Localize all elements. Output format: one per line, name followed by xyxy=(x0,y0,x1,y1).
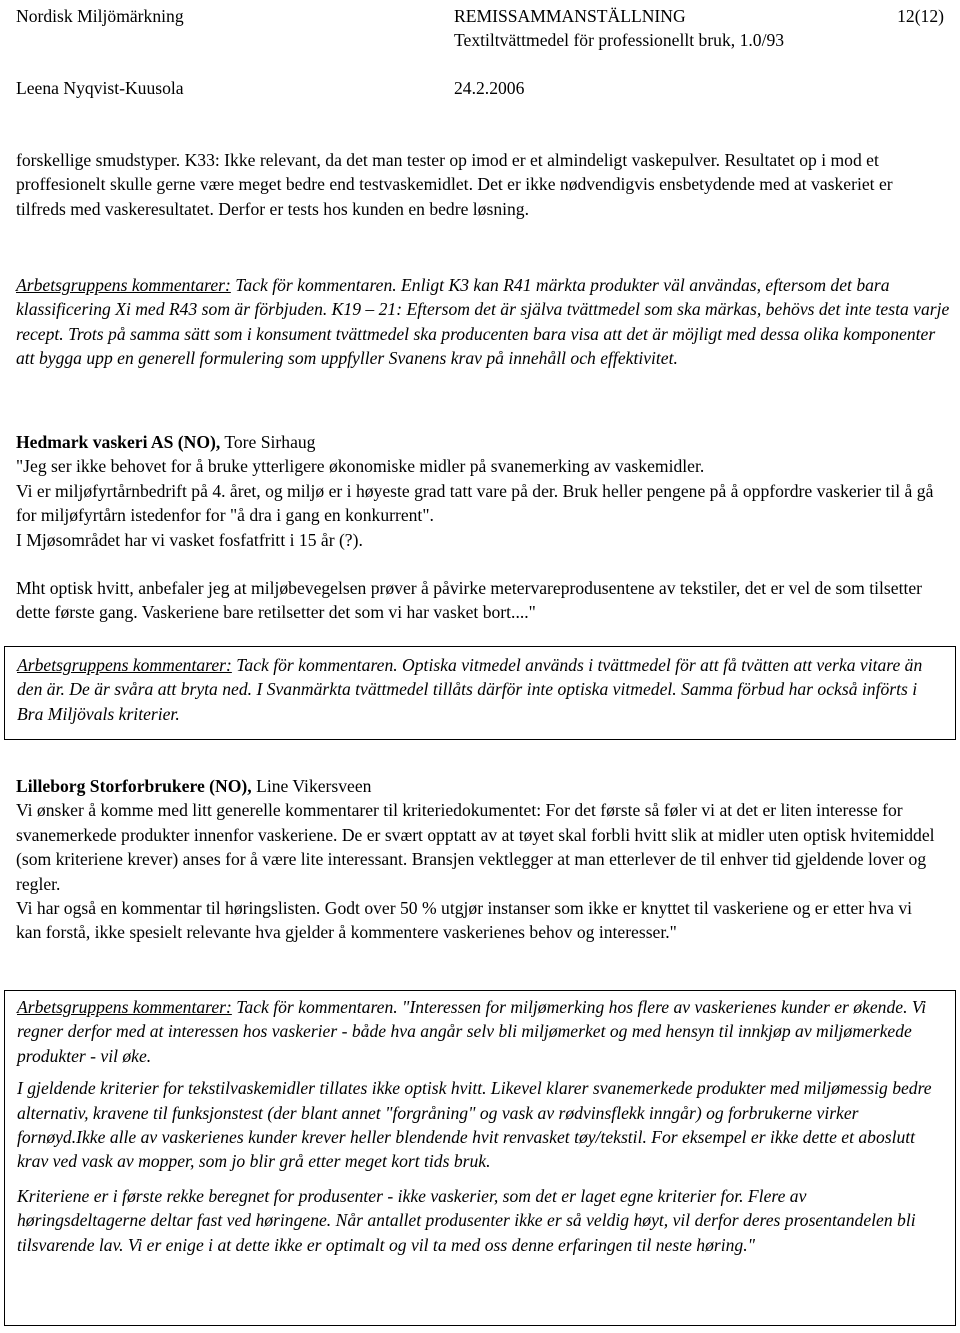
comment-3-paragraph-2: I gjeldende kriterier for tekstilvaskemidler tillates ikke optisk hvitt. Likevel klarer svanemerkede produkter med miljømessig bedre alternativ, kravene til funksjonstest (der blant annet "forgråning" og vask av rødvinsflekk inngår) og forbrukerne virker fornøyd.Ikke alle av vaskerienes kunder krever heller blendende hvit renvasket tøy/tekstil. For eksempel er ikke dette et aboslutt krav ved vask av mopper, som jo blir grå etter meget kort tids bruk. xyxy=(17,1078,932,1172)
lilleborg-section xyxy=(16,774,941,945)
respondent-org: Hedmark vaskeri AS (NO), xyxy=(16,432,221,452)
header-org: Nordisk Miljömärkning xyxy=(16,6,184,26)
working-group-comment-2 xyxy=(17,653,942,726)
comment-box-2 xyxy=(4,646,956,740)
comment-label: Arbetsgruppens kommentarer: xyxy=(17,997,232,1017)
header-author: Leena Nyqvist-Kuusola xyxy=(16,78,184,98)
hedmark-line-3: I Mjøsområdet har vi vasket fosfatfritt i 15 år (?). xyxy=(16,529,363,550)
comment-text: Tack för kommentaren. Enligt K3 kan R41 märkta produkter väl användas, eftersom det bara klassificering Xi med R43 som är förbjuden. K19 – 21: Eftersom det är själva tvättmedel som ska märkas, behövs det inte testa varje recept. Trots på samma sätt som i konsument tvättmedel ska producenten bara visa att det är möjligt med dessa olika komponenter att bygga upp en generell formulering som uppfyller Svanens krav på innehåll och effektivitet. xyxy=(16,275,950,369)
working-group-comment-3 xyxy=(17,995,937,1068)
intro-paragraph: forskellige smudstyper. K33: Ikke relevant, da det man tester op imod er et almindeligt vaskepulver. Resultatet op i mod et proffesionelt skulle gerne være meget bedre end testvaskemidlet. Det er ikke nødvendigvis ensbetydende med at vaskeriet er tilfreds med vaskeresultatet. Derfor er tests hos kunden en bedre løsning. xyxy=(16,150,893,219)
hedmark-section xyxy=(16,430,951,625)
comment-label: Arbetsgruppens kommentarer: xyxy=(17,655,232,675)
hedmark-paragraph-2: Mht optisk hvitt, anbefaler jeg at miljøbevegelsen prøver å påvirke metervareprodusentene av tekstiler, det er vel de som tilsetter dette første gang. Vaskeriene bare retilsetter det som vi har vasket bort...." xyxy=(16,578,923,623)
hedmark-line-2: Vi er miljøfyrtårnbedrift på 4. året, og miljø er i høyeste grad tatt vare på der. Bruk heller pengene på å oppfordre vaskerier til å gå for miljøfyrtårn istedenfor for "å dra i gang en konkurrent". xyxy=(16,480,934,526)
comment-text: Tack för kommentaren. "Interessen for miljømerking hos flere av vaskerienes kunder er økende. Vi regner derfor med at interessen hos vaskerier - både hva angår selv bli miljømerket og med hensyn til innkjøp av miljømerkede produkter - vil øke. xyxy=(17,997,927,1066)
lilleborg-paragraph-1: Vi ønsker å komme med litt generelle kommentarer til kriteriedokumentet: For det første så føler vi at det er liten interesse for svanemerkede produkter innenfor vaskeriene. De er svært opptatt av at tøyet skal forbli hvitt slik at midler uten optisk hvitemiddel (som kriteriene krever) anses for å være lite interessant. Bransjen vektlegger at man etterlever de til enhver tid gjeldende lover og regler. xyxy=(16,800,935,894)
header-subtitle: Textiltvättmedel för professionellt bruk, 1.0/93 xyxy=(454,30,785,50)
header-page-number: 12(12) xyxy=(897,6,944,26)
header-date: 24.2.2006 xyxy=(454,78,525,98)
respondent-person: Tore Sirhaug xyxy=(220,432,316,452)
comment-box-3 xyxy=(4,990,956,1326)
comment-3-paragraph-3: Kriteriene er i første rekke beregnet for produsenter - ikke vaskerier, som det er laget egne kriterier for. Flere av høringsdeltagerne deltar fast ved høringene. Når antallet produsenter ikke er så veldig høyt, vil derfor deres prosentandelen bli tilsvarende lav. Vi er enige i at dette ikke er optimalt og vil ta med oss denne erfaringen til neste høring." xyxy=(17,1185,916,1255)
working-group-comment-1 xyxy=(16,273,951,371)
lilleborg-paragraph-2: Vi har også en kommentar til høringslisten. Godt over 50 % utgjør instanser som ikke er knyttet til vaskeriene og er etter hva vi kan forstå, ikke spesielt relevante hva gjelder å kommentere vaskerienes behov og interesser." xyxy=(16,898,913,943)
respondent-person: Line Vikersveen xyxy=(251,776,372,796)
comment-text: Tack för kommentaren. Optiska vitmedel används i tvättmedel för att få tvätten att verka vitare än den är. De är svåra att bryta ned. I Svanmärkta tvättmedel tillåts därför inte optiska vitmedel. Samma förbud har också införts i Bra Miljövals kriterier. xyxy=(17,655,923,724)
header-doc-title: REMISSAMMANSTÄLLNING xyxy=(454,6,686,26)
respondent-org: Lilleborg Storforbrukere (NO), xyxy=(16,776,252,796)
comment-label: Arbetsgruppens kommentarer: xyxy=(16,275,231,295)
hedmark-line-1: "Jeg ser ikke behovet for å bruke ytterligere økonomiske midler på svanemerking av vaskemidler. xyxy=(16,456,705,477)
